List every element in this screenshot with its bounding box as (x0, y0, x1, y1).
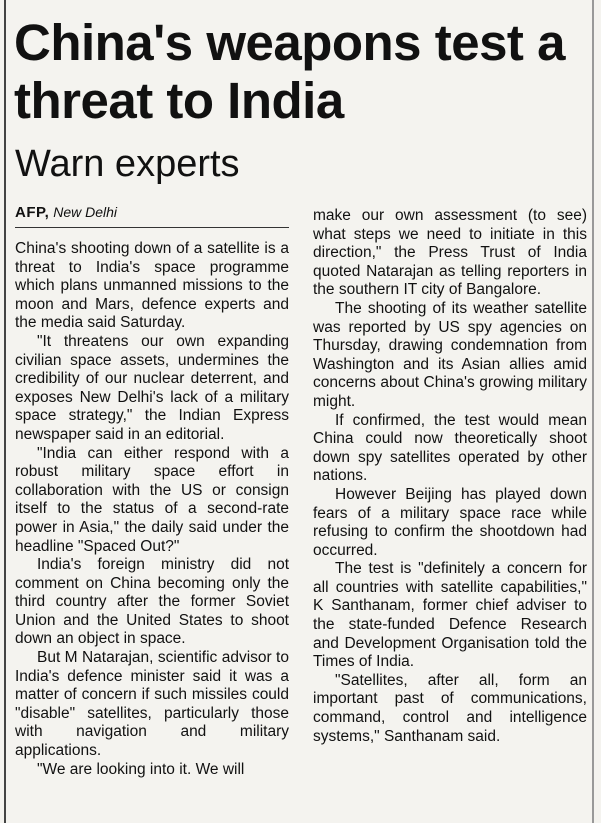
headline: China's weapons test a threat to India (14, 14, 565, 129)
column-rule-left (4, 0, 6, 823)
article-column-right (313, 207, 587, 746)
subheadline: Warn experts (15, 143, 240, 185)
paragraph: But M Natarajan, scientific advisor to India's defence minister said it was a matter of concern if such missiles could "disable" satellites, particularly those with navigation and military applications. (15, 649, 289, 760)
paragraph: However Beijing has played down fears of a military space race while refusing to confirm the shootdown had occurred. (313, 485, 587, 559)
paragraph: India's foreign ministry did not comment on China becoming only the third country after the former Soviet Union and the United States to shoot down an object in space. (15, 556, 289, 648)
paragraph: "It threatens our own expanding civilian space assets, undermines the credibility of our nuclear deterrent, and exposes New Delhi's lack of a military space strategy," the Indian Express newspaper said in an editorial. (15, 332, 289, 443)
paragraph: The test is "definitely a concern for all countries with satellite capabilities," K Santhanam, former chief adviser to the state-funded Defence Research and Development Organisation told the Times of India. (313, 560, 587, 671)
paragraph: The shooting of its weather satellite was reported by US spy agencies on Thursday, drawing condemnation from Washington and its Asian allies amid concerns about China's growing military might. (313, 299, 587, 410)
byline (15, 203, 289, 228)
paragraph: China's shooting down of a satellite is a threat to India's space programme which plans unmanned missions to the moon and Mars, defence experts and the media said Saturday. (15, 240, 289, 332)
paragraph: "We are looking into it. We will (37, 760, 245, 778)
byline-location: New Delhi (53, 204, 118, 220)
article-column-left (15, 203, 289, 779)
byline-agency: AFP, (15, 204, 50, 221)
paragraph: If confirmed, the test would mean China could now theoretically shoot down spy satellites operated by other nations. (313, 411, 587, 485)
paragraph: "Satellites, after all, form an important past of communications, command, control and intelligence systems," Santhanam said. (313, 671, 587, 745)
paragraph: "India can either respond with a robust military space effort in collaboration with the US or consign itself to the status of a second-rate power in Asia," the daily said under the headline "Spaced Out?" (15, 444, 289, 555)
paragraph: make our own assessment (to see) what steps we need to initiate in this direction," the Press Trust of India quoted Natarajan as telling reporters in the southern IT city of Bangalore. (313, 207, 587, 299)
